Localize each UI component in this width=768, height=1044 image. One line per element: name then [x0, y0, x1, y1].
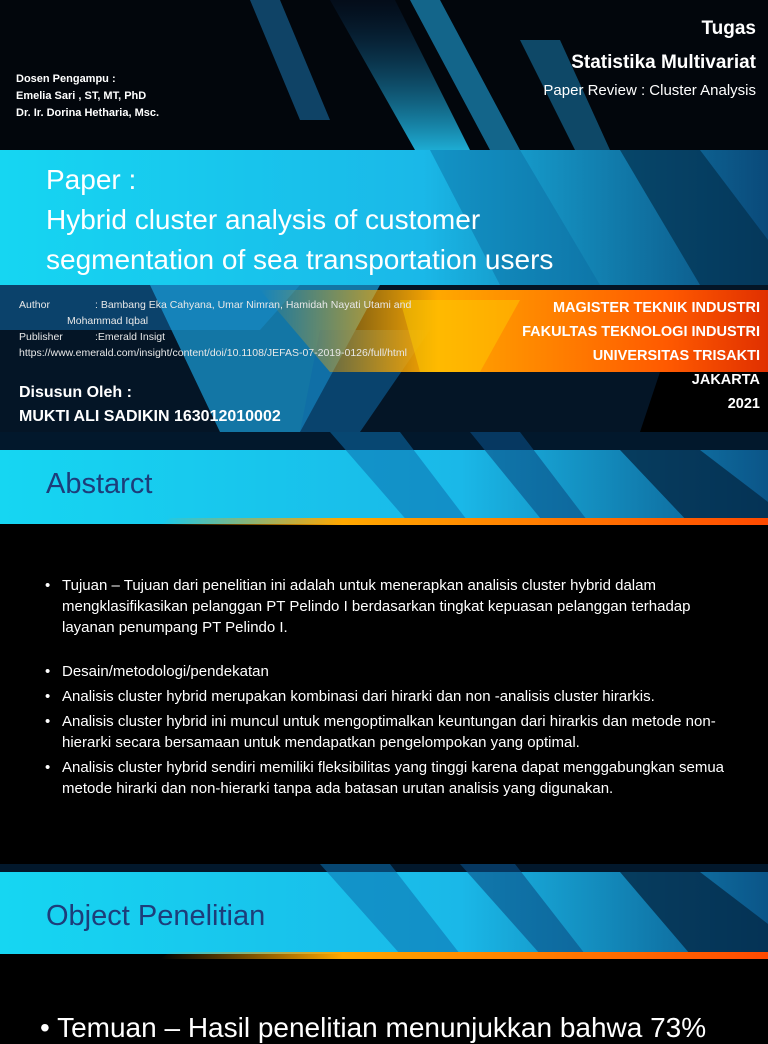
institution-city: JAKARTA — [691, 372, 760, 388]
compiled-by — [19, 381, 281, 429]
paper-label: Paper : — [46, 164, 137, 195]
institution-block — [522, 296, 760, 416]
abstract-bullet-3: • Analisis cluster hybrid merupakan kombinasi dari hirarki dan non -analisis cluster hirarkis. — [40, 686, 730, 707]
abstract-heading: Abstarct — [46, 468, 153, 500]
paper-title — [46, 160, 726, 280]
lecturer-list — [16, 71, 159, 122]
institution-faculty: FAKULTAS TEKNOLOGI INDUSTRI — [522, 324, 760, 340]
title-slide — [0, 0, 768, 432]
object-partial-bullet-text: Temuan – Hasil penelitian menunjukkan bahwa 73% — [57, 1012, 707, 1043]
abstract-slide — [0, 432, 768, 864]
lecturer-label: Dosen Pengampu : — [16, 73, 116, 85]
abstract-bullet-list — [40, 575, 730, 803]
object-slide — [0, 864, 768, 1043]
publisher-value: :Emerald Insigt — [95, 331, 166, 343]
lecturer-1: Emelia Sari , ST, MT, PhD — [16, 90, 147, 102]
author-value: : Bambang Eka Cahyana, Umar Nimran, Hamidah Nayati Utami and — [95, 299, 412, 311]
publisher-label: Publisher — [19, 331, 63, 343]
institution-university: UNIVERSITAS TRISAKTI — [592, 348, 760, 364]
paper-metadata — [19, 297, 411, 361]
object-heading: Object Penelitian — [46, 900, 266, 932]
slide3-background — [0, 864, 768, 1024]
course-topic: Paper Review : Cluster Analysis — [543, 82, 756, 99]
abstract-bullet-2: • Desain/metodologi/pendekatan — [40, 661, 730, 682]
paper-url: https://www.emerald.com/insight/content/doi/10.1108/JEFAS-07-2019-0126/full/html — [19, 347, 407, 359]
abstract-bullet-5: • Analisis cluster hybrid sendiri memiliki fleksibilitas yang tinggi karena dapat menggabungkan semua metode hirarki dan non-hierarki tanpa ada batasan urutan analisis yang digunakan. — [40, 757, 730, 799]
object-partial-bullet: • Temuan – Hasil penelitian menunjukkan bahwa 73% — [40, 1012, 707, 1043]
course-label: Tugas — [701, 18, 756, 39]
author-label: Author — [19, 299, 50, 311]
institution-program: MAGISTER TEKNIK INDUSTRI — [552, 300, 760, 316]
abstract-bullet-4: • Analisis cluster hybrid ini muncul untuk mengoptimalkan keuntungan dari hirarkis dan metode non-hierarki secara bersamaan untuk mendapatkan pengelompokan yang optimal. — [40, 711, 730, 753]
author-value-cont: Mohammad Iqbal — [67, 315, 149, 327]
institution-year: 2021 — [727, 396, 760, 412]
paper-title-line2: segmentation of sea transportation users — [46, 244, 554, 275]
paper-title-line1: Hybrid cluster analysis of customer — [46, 204, 481, 235]
abstract-bullet-1: • Tujuan – Tujuan dari penelitian ini adalah untuk menerapkan analisis cluster hybrid dalam mengklasifikasikan pelanggan PT Pelindo I berdasarkan tingkat kepuasan pelanggan terhadap layanan penumpang PT Pelindo I. — [40, 575, 730, 638]
course-name: Statistika Multivariat — [571, 52, 756, 73]
lecturer-2: Dr. Ir. Dorina Hetharia, Msc. — [16, 107, 160, 119]
compiled-by-label: Disusun Oleh : — [19, 384, 132, 401]
student-name: MUKTI ALI SADIKIN 163012010002 — [19, 408, 281, 425]
